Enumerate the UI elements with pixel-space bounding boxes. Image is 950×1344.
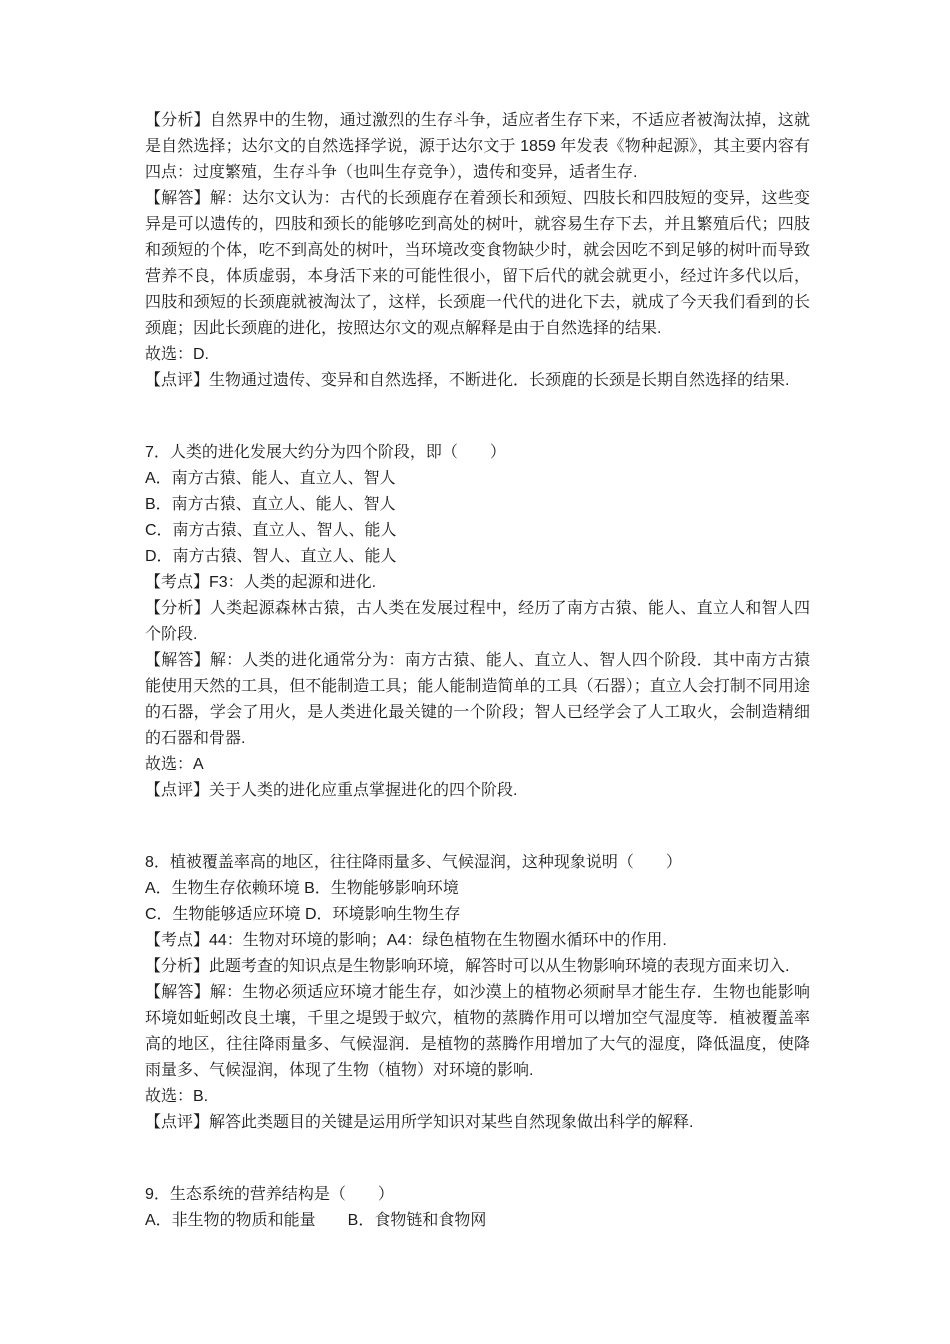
q6-answer-paragraph: 【解答】解：达尔文认为：古代的长颈鹿存在着颈长和颈短、四肢长和四肢短的变异，这些变异是可以遗传的，四肢和颈长的能够吃到高处的树叶，就容易生存下去，并且繁殖后代；四肢和颈短的个体，吃不到高处的树叶，当环境改变食物缺少时，就会因吃不到足够的树叶而导致营养不良，体质虚弱，本身活下来的可能性很小，留下后代的就会就更小，经过许多代以后，四肢和颈短的长颈鹿就被淘汰了，这样，长颈鹿一代代的进化下去，就成了今天我们看到的长颈鹿；因此长颈鹿的进化，按照达尔文的观点解释是由于自然选择的结果.: [145, 190, 810, 337]
q8-comment-paragraph: 【点评】解答此类题目的关键是运用所学知识对某些自然现象做出科学的解释.: [145, 1114, 694, 1131]
q7-choice-line: 故选：A: [145, 756, 204, 773]
q6-comment-paragraph: 【点评】生物通过遗传、变异和自然选择，不断进化．长颈鹿的长颈是长期自然选择的结果.: [145, 372, 790, 389]
q7-comment-paragraph: 【点评】关于人类的进化应重点掌握进化的四个阶段.: [145, 782, 518, 799]
q7-analysis-paragraph: 【分析】人类起源森林古猿，古人类在发展过程中，经历了南方古猿、能人、直立人和智人四个阶段.: [145, 600, 810, 643]
q8-answer-paragraph: 【解答】解：生物必须适应环境才能生存，如沙漠上的植物必须耐旱才能生存．生物也能影响环境如蚯蚓改良土壤，千里之堤毁于蚁穴，植物的蒸腾作用可以增加空气湿度等．植被覆盖率高的地区，往往降雨量多、气候湿润．是植物的蒸腾作用增加了大气的湿度，降低温度，使降雨量多、气候湿润，体现了生物（植物）对环境的影响.: [145, 984, 810, 1079]
q6-analysis-paragraph: 【分析】自然界中的生物，通过激烈的生存斗争，适应者生存下来，不适应者被淘汰掉，这就是自然选择；达尔文的自然选择学说，源于达尔文于 1859 年发表《物种起源》，其主要内容有四点：过度繁殖，生存斗争（也叫生存竞争），遗传和变异，适者生存.: [145, 112, 810, 181]
q6-choice-line: 故选：D.: [145, 346, 210, 363]
q8-analysis-paragraph: 【分析】此题考查的知识点是生物影响环境，解答时可以从生物影响环境的表现方面来切入.: [145, 958, 790, 975]
question-7-section: [145, 440, 810, 804]
question-6-explanation-section: [145, 108, 810, 394]
q8-options-line-cd: C．生物能够适应环境 D．环境影响生物生存: [145, 906, 461, 923]
q8-options-line-ab: A．生物生存依赖环境 B．生物能够影响环境: [145, 880, 459, 897]
q8-exam-point: 【考点】44：生物对环境的影响；A4：绿色植物在生物圈水循环中的作用.: [145, 932, 667, 949]
q9-stem: 9．生态系统的营养结构是（ ）: [145, 1186, 394, 1203]
question-9-section: [145, 1182, 810, 1234]
q7-option-a: A．南方古猿、能人、直立人、智人: [145, 470, 396, 487]
q7-option-c: C．南方古猿、直立人、智人、能人: [145, 522, 397, 539]
q7-option-b: B．南方古猿、直立人、能人、智人: [145, 496, 396, 513]
q9-options-line-ab: A．非生物的物质和能量 B．食物链和食物网: [145, 1212, 487, 1229]
q7-stem: 7．人类的进化发展大约分为四个阶段，即（ ）: [145, 444, 506, 461]
q8-stem: 8．植被覆盖率高的地区，往往降雨量多、气候湿润，这种现象说明（ ）: [145, 854, 682, 871]
question-8-section: [145, 850, 810, 1136]
q7-exam-point: 【考点】F3：人类的起源和进化.: [145, 574, 377, 591]
q7-option-d: D．南方古猿、智人、直立人、能人: [145, 548, 397, 565]
q7-answer-paragraph: 【解答】解：人类的进化通常分为：南方古猿、能人、直立人、智人四个阶段．其中南方古猿能使用天然的工具，但不能制造工具；能人能制造简单的工具（石器）；直立人会打制不同用途的石器，学会了用火，是人类进化最关键的一个阶段；智人已经学会了人工取火，会制造精细的石器和骨器.: [145, 652, 810, 747]
q8-choice-line: 故选：B.: [145, 1088, 209, 1105]
